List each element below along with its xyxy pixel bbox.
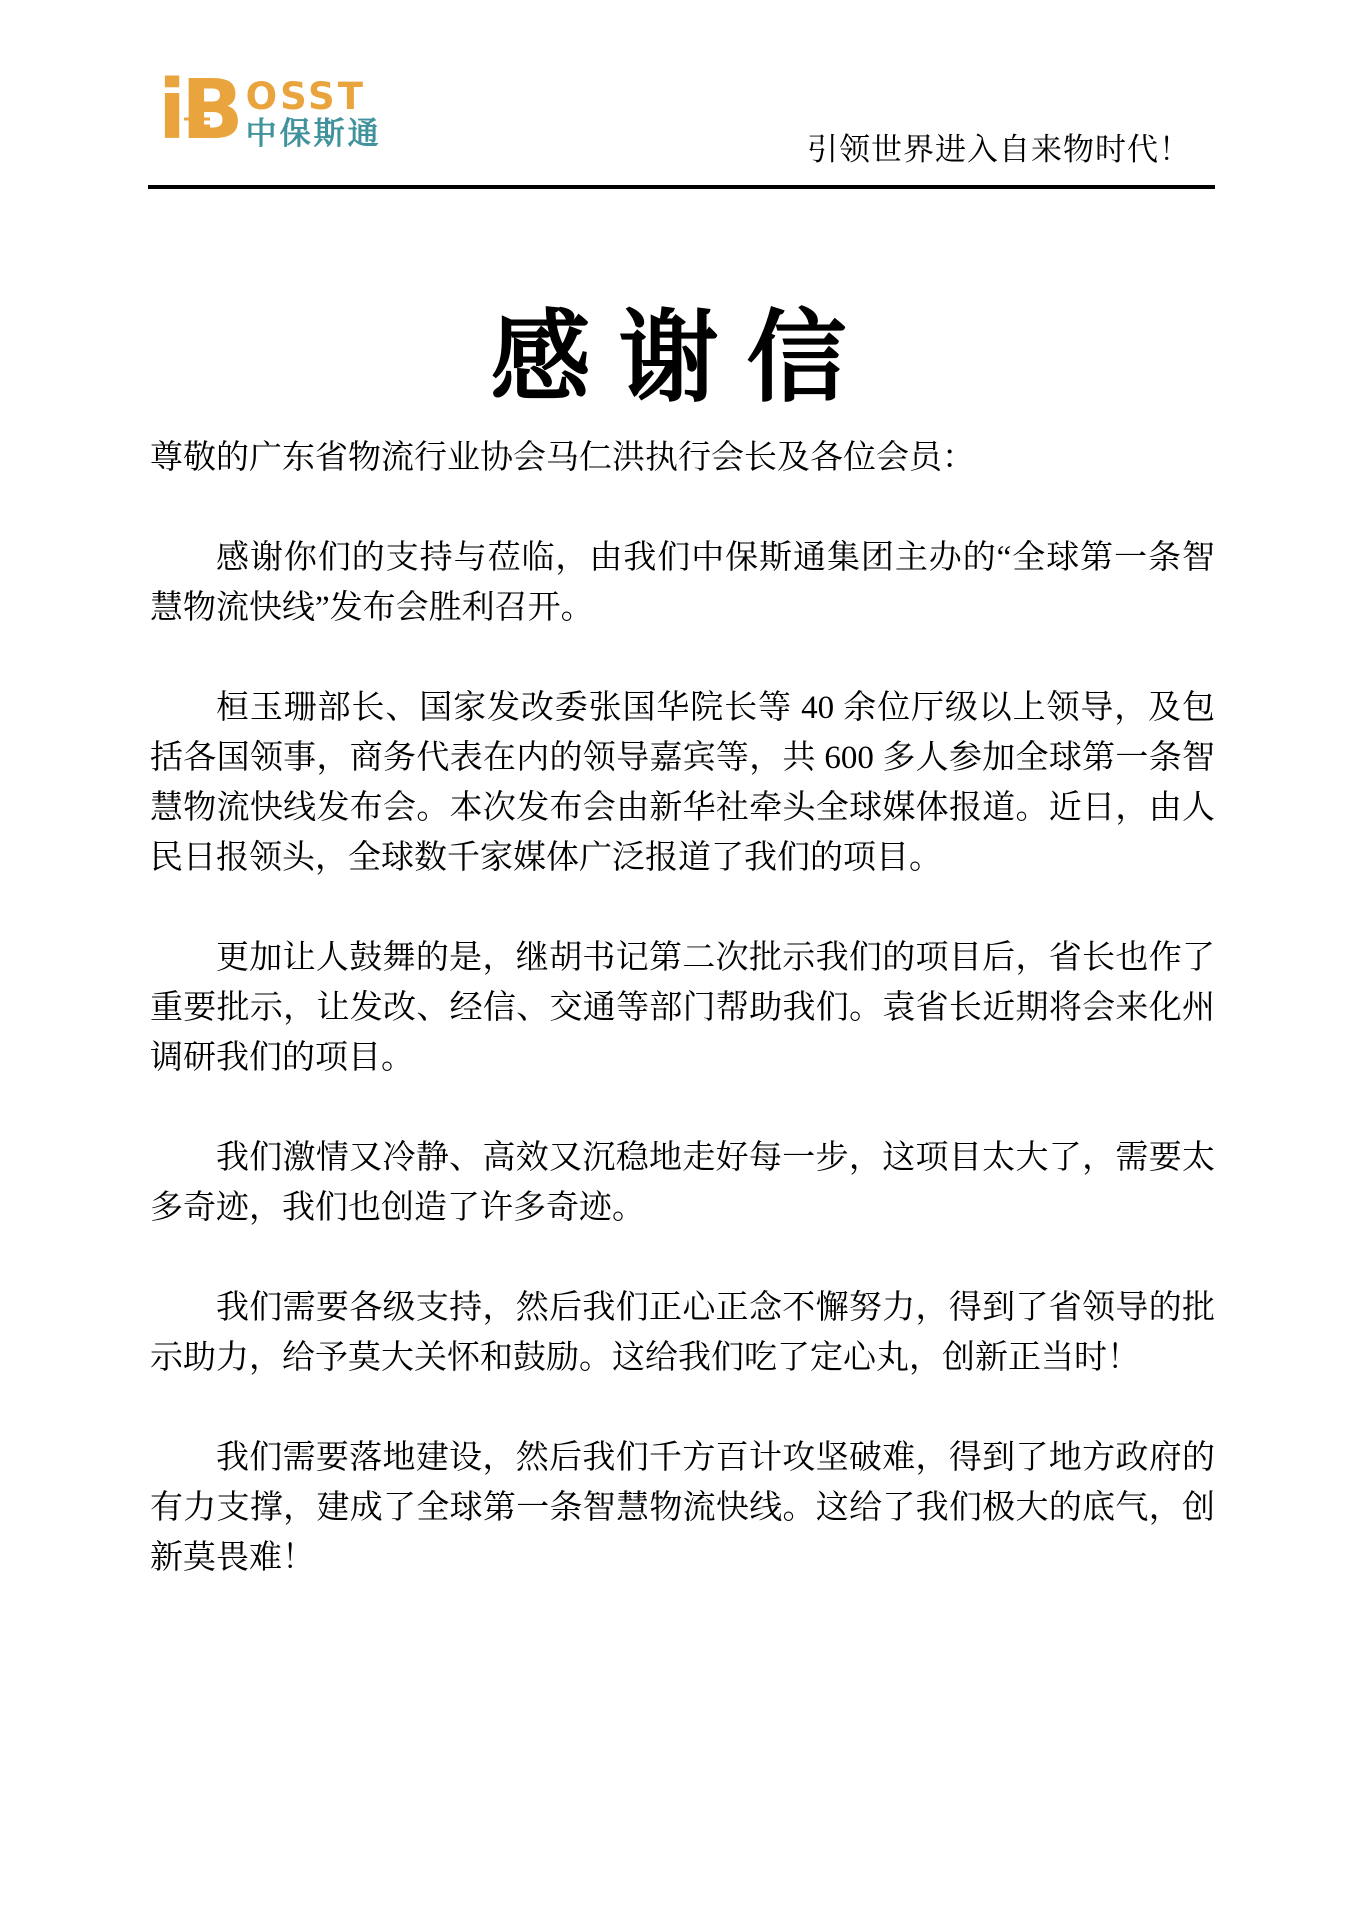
logo-ib-text: iB: [158, 63, 239, 158]
letter-paragraph: 更加让人鼓舞的是，继胡书记第二次批示我们的项目后，省长也作了重要批示，让发改、经信、交通等部门帮助我们。袁省长近期将会来化州调研我们的项目。: [150, 940, 1215, 1076]
company-logo: [158, 63, 382, 158]
logo-wordmarks: [245, 74, 382, 152]
logo-ib-mark: [158, 63, 239, 158]
company-tagline: 引领世界进入自来物时代！: [807, 132, 1191, 167]
letter-paragraph: 我们需要落地建设，然后我们千方百计攻坚破难，得到了地方政府的有力支撑，建成了全球第一条智慧物流快线。这给了我们极大的底气，创新莫畏难！: [150, 1440, 1215, 1576]
letter-paragraph: 我们激情又冷静、高效又沉稳地走好每一步，这项目太大了，需要太多奇迹，我们也创造了许多奇迹。: [150, 1140, 1215, 1226]
logo-osst-text: OSST: [245, 74, 366, 118]
salutation-line: 尊敬的广东省物流行业协会马仁洪执行会长及各位会员：: [150, 440, 975, 476]
header-divider-rule: [148, 185, 1215, 189]
letter-body: [150, 433, 1215, 1583]
logo-chinese-name: 中保斯通: [245, 115, 382, 152]
letter-paragraph: 桓玉珊部长、国家发改委张国华院长等 40 余位厅级以上领导，及包括各国领事，商务代表在内的领导嘉宾等，共 600 多人参加全球第一条智慧物流快线发布会。本次发布会由新华社牵头全球媒体报道。近日，由人民日报领头，全球数千家媒体广泛报道了我们的项目。: [150, 690, 1215, 876]
speed-lines-icon: [183, 116, 210, 136]
page-title: 感谢信: [490, 298, 875, 416]
letter-paragraph: 感谢你们的支持与莅临，由我们中保斯通集团主办的“全球第一条智慧物流快线”发布会胜利召开。: [150, 540, 1215, 626]
letter-paragraph: 我们需要各级支持，然后我们正心正念不懈努力，得到了省领导的批示助力，给予莫大关怀和鼓励。这给我们吃了定心丸，创新正当时！: [150, 1290, 1215, 1376]
